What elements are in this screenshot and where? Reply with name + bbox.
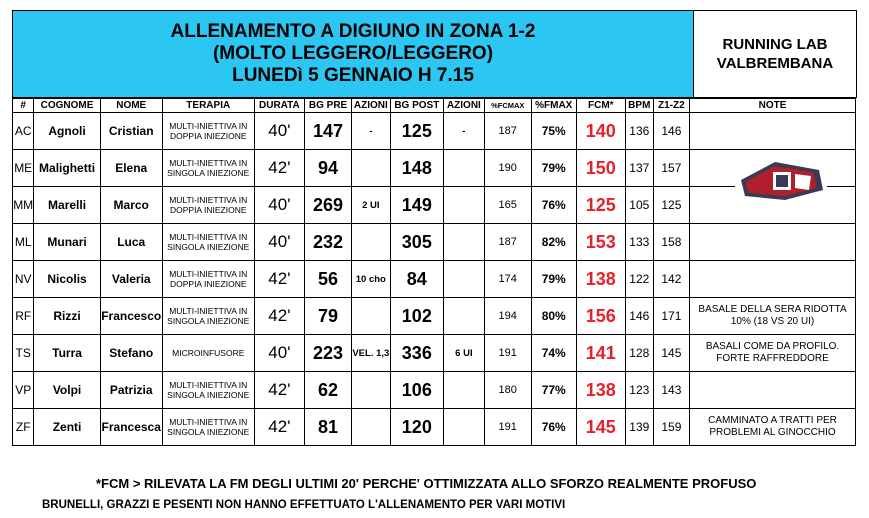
table-header-row (13, 99, 856, 113)
surname-cell: Volpi (34, 372, 100, 409)
fcm-cell: 150 (576, 150, 625, 187)
name-cell: Francesca (100, 409, 162, 446)
bpm-z2-cell: 158 (653, 224, 689, 261)
fcmax-pct-cell: 191 (484, 335, 531, 372)
col-header: BG POST (390, 99, 443, 113)
bg-pre-cell: 94 (305, 150, 352, 187)
fmax-pct-cell: 76% (531, 187, 576, 224)
duration-cell: 40' (254, 113, 304, 150)
therapy-cell: MULTI-INIETTIVA IN SINGOLA INIEZIONE (162, 298, 254, 335)
col-header: NOME (100, 99, 162, 113)
bpm-z2-cell: 142 (653, 261, 689, 298)
title-line-2: (MOLTO LEGGERO/LEGGERO) (212, 43, 494, 64)
col-header: # (13, 99, 34, 113)
fcmax-pct-cell: 194 (484, 298, 531, 335)
col-header: FCM* (576, 99, 625, 113)
therapy-cell: MULTI-INIETTIVA IN DOPPIA INIEZIONE (162, 187, 254, 224)
initials-cell: VP (13, 372, 34, 409)
surname-cell: Zenti (34, 409, 100, 446)
actions-post-cell (444, 372, 485, 409)
fmax-pct-cell: 77% (531, 372, 576, 409)
col-header: DURATA (254, 99, 304, 113)
col-header: COGNOME (34, 99, 100, 113)
therapy-cell: MULTI-INIETTIVA IN SINGOLA INIEZIONE (162, 150, 254, 187)
name-cell: Francesco (100, 298, 162, 335)
initials-cell: RF (13, 298, 34, 335)
brand-line-1: RUNNING LAB (722, 36, 828, 53)
fcm-cell: 153 (576, 224, 625, 261)
therapy-cell: MULTI-INIETTIVA IN DOPPIA INIEZIONE (162, 261, 254, 298)
fmax-pct-cell: 80% (531, 298, 576, 335)
duration-cell: 42' (254, 372, 304, 409)
fmax-pct-cell: 76% (531, 409, 576, 446)
initials-cell: MM (13, 187, 34, 224)
bpm-z1-cell: 136 (625, 113, 653, 150)
actions-post-cell: - (444, 113, 485, 150)
brand-line-2: VALBREMBANA (716, 55, 834, 72)
fcmax-pct-cell: 191 (484, 409, 531, 446)
note-cell (690, 113, 856, 150)
bg-post-cell: 336 (390, 335, 443, 372)
bg-post-cell: 106 (390, 372, 443, 409)
duration-cell: 40' (254, 335, 304, 372)
bpm-z2-cell: 146 (653, 113, 689, 150)
duration-cell: 42' (254, 298, 304, 335)
table-row (13, 372, 856, 409)
absent-note: BRUNELLI, GRAZZI E PESENTI NON HANNO EFFETTUATO L'ALLENAMENTO PER VARI MOTIVI (42, 499, 566, 511)
duration-cell: 42' (254, 150, 304, 187)
actions-post-cell (444, 261, 485, 298)
bg-post-cell: 125 (390, 113, 443, 150)
fcm-cell: 140 (576, 113, 625, 150)
fcm-cell: 138 (576, 261, 625, 298)
col-header: BPM (625, 99, 653, 113)
fmax-pct-cell: 82% (531, 224, 576, 261)
fcmax-pct-cell: 180 (484, 372, 531, 409)
name-cell: Patrizia (100, 372, 162, 409)
col-header: AZIONI (444, 99, 485, 113)
actions-post-cell (444, 224, 485, 261)
just4type1-sticker-logo (735, 160, 827, 202)
initials-cell: AC (13, 113, 34, 150)
name-cell: Cristian (100, 113, 162, 150)
initials-cell: ME (13, 150, 34, 187)
initials-cell: ZF (13, 409, 34, 446)
bpm-z2-cell: 145 (653, 335, 689, 372)
fmax-pct-cell: 79% (531, 150, 576, 187)
name-cell: Stefano (100, 335, 162, 372)
bpm-z1-cell: 105 (625, 187, 653, 224)
bg-pre-cell: 223 (305, 335, 352, 372)
bpm-z2-cell: 171 (653, 298, 689, 335)
bpm-z2-cell: 157 (653, 150, 689, 187)
bpm-z1-cell: 123 (625, 372, 653, 409)
fcm-cell: 125 (576, 187, 625, 224)
bpm-z1-cell: 122 (625, 261, 653, 298)
therapy-cell: MULTI-INIETTIVA IN DOPPIA INIEZIONE (162, 113, 254, 150)
fcm-footnote: *FCM > RILEVATA LA FM DEGLI ULTIMI 20' PERCHE' OTTIMIZZATA ALLO SFORZO REALMENTE PROFUSO (96, 476, 757, 491)
actions-post-cell (444, 298, 485, 335)
name-cell: Marco (100, 187, 162, 224)
fmax-pct-cell: 79% (531, 261, 576, 298)
therapy-cell: MULTI-INIETTIVA IN SINGOLA INIEZIONE (162, 224, 254, 261)
fcmax-pct-cell: 187 (484, 113, 531, 150)
bg-post-cell: 84 (390, 261, 443, 298)
actions-pre-cell (352, 409, 391, 446)
bpm-z1-cell: 146 (625, 298, 653, 335)
duration-cell: 42' (254, 409, 304, 446)
brand-block (694, 11, 857, 98)
bpm-z1-cell: 139 (625, 409, 653, 446)
note-cell: CAMMINATO A TRATTI PER PROBLEMI AL GINOCCHIO (690, 409, 856, 446)
surname-cell: Rizzi (34, 298, 100, 335)
actions-pre-cell (352, 150, 391, 187)
col-header: TERAPIA (162, 99, 254, 113)
title-line-3: LUNEDì 5 GENNAIO H 7.15 (232, 65, 474, 86)
fcmax-pct-cell: 190 (484, 150, 531, 187)
surname-cell: Malighetti (34, 150, 100, 187)
note-cell (690, 372, 856, 409)
title-block (13, 11, 694, 98)
bpm-z2-cell: 125 (653, 187, 689, 224)
fcmax-pct-cell: 174 (484, 261, 531, 298)
initials-cell: ML (13, 224, 34, 261)
fmax-pct-cell: 75% (531, 113, 576, 150)
fcm-cell: 141 (576, 335, 625, 372)
fcmax-pct-cell: 187 (484, 224, 531, 261)
bg-pre-cell: 56 (305, 261, 352, 298)
fcm-cell: 145 (576, 409, 625, 446)
table-row (13, 224, 856, 261)
fcm-cell: 156 (576, 298, 625, 335)
bpm-z2-cell: 143 (653, 372, 689, 409)
bg-post-cell: 148 (390, 150, 443, 187)
actions-pre-cell: 10 cho (352, 261, 391, 298)
note-cell (690, 224, 856, 261)
note-cell (690, 261, 856, 298)
bg-post-cell: 149 (390, 187, 443, 224)
actions-post-cell (444, 187, 485, 224)
note-cell: BASALE DELLA SERA RIDOTTA 10% (18 VS 20 UI) (690, 298, 856, 335)
bg-pre-cell: 79 (305, 298, 352, 335)
note-cell: BASALI COME DA PROFILO. FORTE RAFFREDDORE (690, 335, 856, 372)
initials-cell: TS (13, 335, 34, 372)
results-table (12, 98, 856, 446)
bg-pre-cell: 147 (305, 113, 352, 150)
table-row (13, 409, 856, 446)
col-header: AZIONI (352, 99, 391, 113)
therapy-cell: MULTI-INIETTIVA IN SINGOLA INIEZIONE (162, 372, 254, 409)
col-header: NOTE (690, 99, 856, 113)
surname-cell: Turra (34, 335, 100, 372)
name-cell: Luca (100, 224, 162, 261)
actions-post-cell (444, 409, 485, 446)
surname-cell: Marelli (34, 187, 100, 224)
initials-cell: NV (13, 261, 34, 298)
table-row (13, 261, 856, 298)
col-header: Z1-Z2 (653, 99, 689, 113)
duration-cell: 40' (254, 187, 304, 224)
col-header: %FCMAX (484, 99, 531, 113)
bpm-z1-cell: 137 (625, 150, 653, 187)
bg-pre-cell: 81 (305, 409, 352, 446)
actions-post-cell: 6 UI (444, 335, 485, 372)
name-cell: Valeria (100, 261, 162, 298)
title-line-1: ALLENAMENTO A DIGIUNO IN ZONA 1-2 (170, 21, 536, 42)
table-row (13, 187, 856, 224)
table-row (13, 298, 856, 335)
col-header: BG PRE (305, 99, 352, 113)
fcm-cell: 138 (576, 372, 625, 409)
header-table (12, 10, 857, 98)
duration-cell: 40' (254, 224, 304, 261)
bg-post-cell: 102 (390, 298, 443, 335)
actions-pre-cell: 2 UI (352, 187, 391, 224)
actions-pre-cell (352, 224, 391, 261)
fmax-pct-cell: 74% (531, 335, 576, 372)
table-row (13, 113, 856, 150)
actions-pre-cell: VEL. 1,3 (352, 335, 391, 372)
actions-pre-cell (352, 298, 391, 335)
bg-post-cell: 120 (390, 409, 443, 446)
col-header: %FMAX (531, 99, 576, 113)
bg-pre-cell: 269 (305, 187, 352, 224)
bpm-z1-cell: 128 (625, 335, 653, 372)
bpm-z1-cell: 133 (625, 224, 653, 261)
bg-pre-cell: 62 (305, 372, 352, 409)
surname-cell: Agnoli (34, 113, 100, 150)
actions-post-cell (444, 150, 485, 187)
bg-post-cell: 305 (390, 224, 443, 261)
actions-pre-cell (352, 372, 391, 409)
bg-pre-cell: 232 (305, 224, 352, 261)
fcmax-pct-cell: 165 (484, 187, 531, 224)
surname-cell: Munari (34, 224, 100, 261)
actions-pre-cell: - (352, 113, 391, 150)
surname-cell: Nicolis (34, 261, 100, 298)
bpm-z2-cell: 159 (653, 409, 689, 446)
training-sheet (12, 10, 856, 511)
name-cell: Elena (100, 150, 162, 187)
therapy-cell: MULTI-INIETTIVA IN SINGOLA INIEZIONE (162, 409, 254, 446)
table-row (13, 335, 856, 372)
table-row (13, 150, 856, 187)
therapy-cell: MICROINFUSORE (162, 335, 254, 372)
duration-cell: 42' (254, 261, 304, 298)
